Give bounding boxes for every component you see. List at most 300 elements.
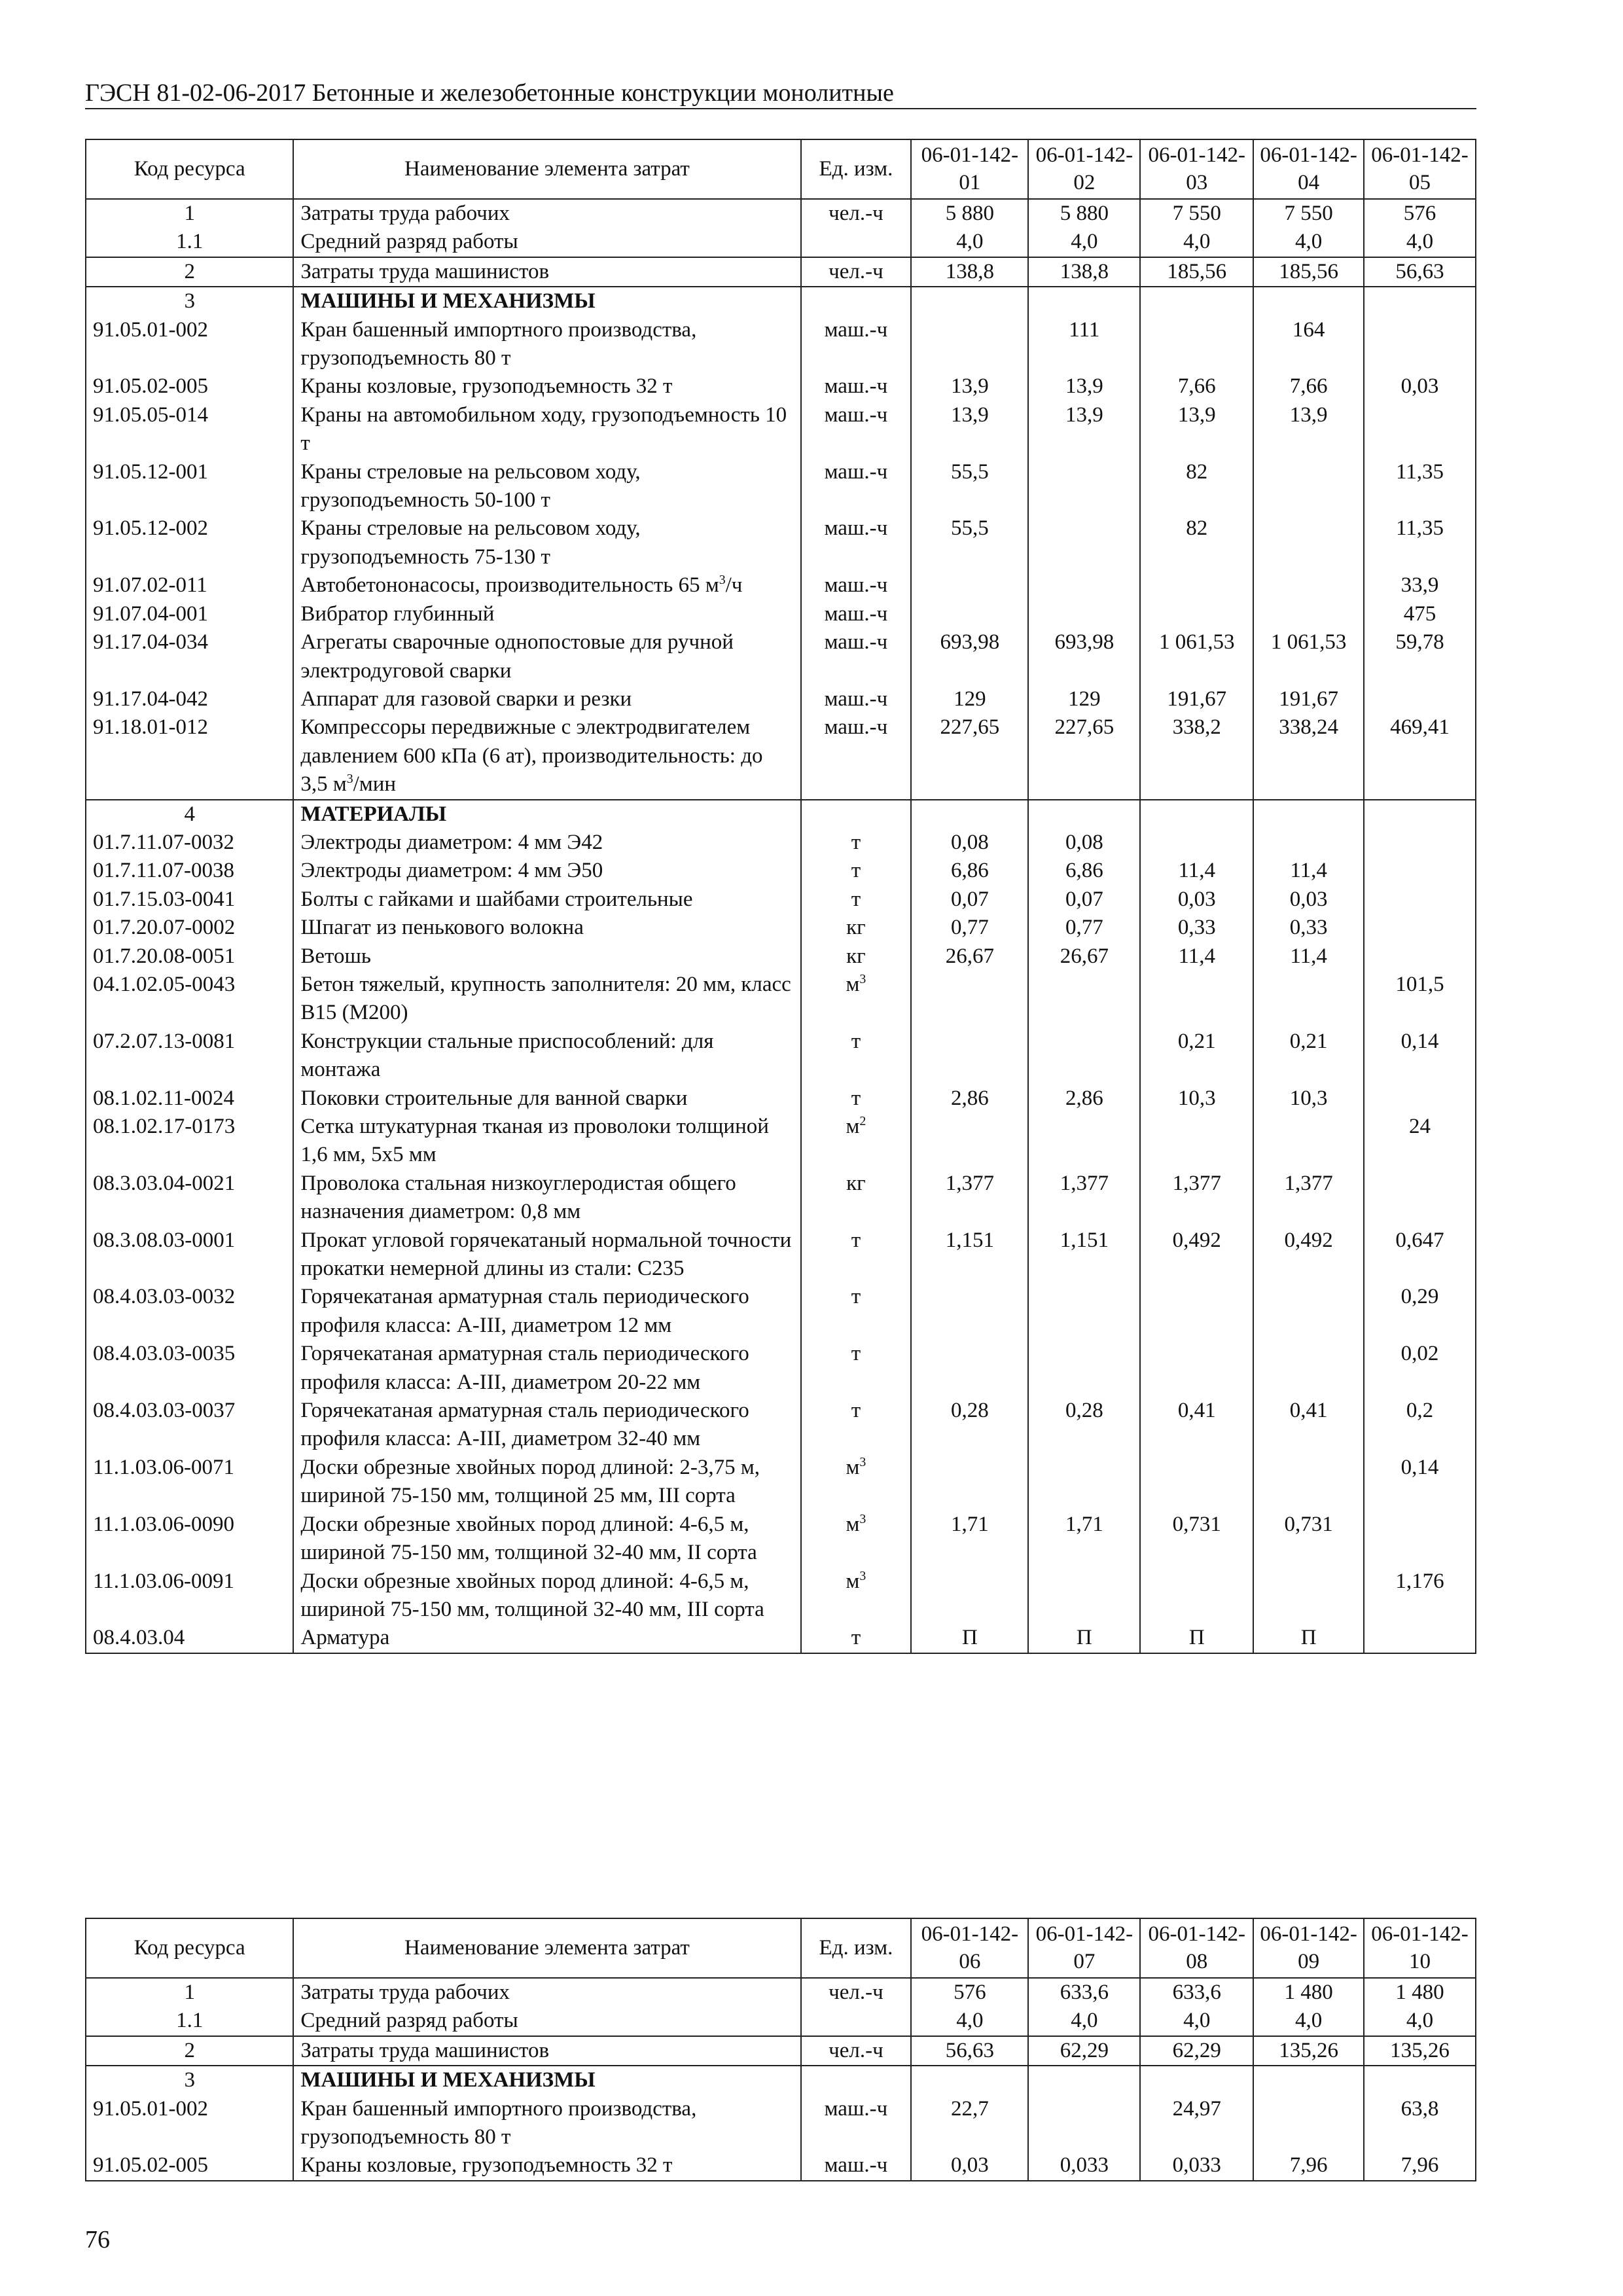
resource-value: 0,08 bbox=[1028, 829, 1140, 857]
resource-value bbox=[1253, 800, 1364, 829]
resource-value bbox=[1140, 571, 1253, 600]
resource-value bbox=[1253, 2066, 1364, 2094]
resource-value bbox=[1364, 942, 1476, 971]
resource-value bbox=[1253, 1568, 1364, 1624]
resource-value: 24 bbox=[1364, 1113, 1476, 1170]
resource-value: 576 bbox=[911, 1978, 1028, 2007]
resource-unit: $м^3$ bbox=[801, 1454, 912, 1511]
table-row bbox=[86, 458, 1476, 515]
running-header: ГЭСН 81-02-06-2017 Бетонные и железобетонные конструкции монолитные bbox=[85, 79, 894, 107]
resource-value: 0,2 bbox=[1364, 1397, 1476, 1454]
resource-unit: т bbox=[801, 886, 912, 914]
resource-value: П bbox=[1140, 1624, 1253, 1653]
table-row bbox=[86, 316, 1476, 373]
resource-value: 33,9 bbox=[1364, 571, 1476, 600]
resource-value bbox=[1140, 1454, 1253, 1511]
col-header-unit: Ед. изм. bbox=[801, 139, 912, 199]
table-row bbox=[86, 1283, 1476, 1340]
resource-value: 1 061,53 bbox=[1140, 628, 1253, 685]
table-row bbox=[86, 2151, 1476, 2180]
resource-unit bbox=[801, 800, 912, 829]
resource-value: 1,377 bbox=[1028, 1170, 1140, 1227]
resource-value: 4,0 bbox=[911, 228, 1028, 257]
resource-table-1 bbox=[85, 139, 1476, 1654]
table-row bbox=[86, 971, 1476, 1028]
resource-value: 475 bbox=[1364, 600, 1476, 628]
resource-value bbox=[1253, 600, 1364, 628]
resource-unit: кг bbox=[801, 914, 912, 942]
resource-value: 129 bbox=[911, 685, 1028, 713]
resource-value bbox=[1140, 1283, 1253, 1340]
table-row bbox=[86, 685, 1476, 713]
resource-value: 0,033 bbox=[1140, 2151, 1253, 2180]
resource-value bbox=[1140, 316, 1253, 373]
col-header-name: Наименование элемента затрат bbox=[293, 1918, 800, 1978]
resource-value bbox=[1364, 800, 1476, 829]
resource-value: 2,86 bbox=[911, 1085, 1028, 1113]
resource-name: Кран башенный импортного производства, грузоподъемность 80 т bbox=[293, 2095, 800, 2152]
resource-unit: маш.-ч bbox=[801, 571, 912, 600]
resource-code: 08.4.03.03-0032 bbox=[86, 1283, 293, 1340]
resource-code: 91.05.01-002 bbox=[86, 2095, 293, 2152]
resource-value bbox=[911, 287, 1028, 315]
resource-value: 1,151 bbox=[1028, 1227, 1140, 1283]
resource-value: 101,5 bbox=[1364, 971, 1476, 1028]
resource-unit: кг bbox=[801, 942, 912, 971]
table-row bbox=[86, 401, 1476, 458]
resource-code: 91.05.12-002 bbox=[86, 514, 293, 571]
table-row bbox=[86, 1028, 1476, 1085]
resource-value bbox=[1253, 1283, 1364, 1340]
resource-value: 4,0 bbox=[1140, 228, 1253, 257]
resource-unit: т bbox=[801, 1397, 912, 1454]
resource-unit: чел.-ч bbox=[801, 257, 912, 287]
resource-value bbox=[1028, 2066, 1140, 2094]
resource-value bbox=[1140, 2066, 1253, 2094]
table-row bbox=[86, 2095, 1476, 2152]
resource-code: 1 bbox=[86, 199, 293, 228]
table-row bbox=[86, 1113, 1476, 1170]
table-row bbox=[86, 914, 1476, 942]
col-header-norm-code: 06-01-142-01 bbox=[911, 139, 1028, 199]
resource-value: 11,4 bbox=[1253, 857, 1364, 885]
resource-unit: чел.-ч bbox=[801, 2036, 912, 2066]
resource-value: 7,96 bbox=[1364, 2151, 1476, 2180]
table-row bbox=[86, 713, 1476, 799]
resource-code: 1.1 bbox=[86, 228, 293, 257]
resource-value: 1,71 bbox=[911, 1511, 1028, 1568]
resource-unit: маш.-ч bbox=[801, 316, 912, 373]
col-header-norm-code: 06-01-142-05 bbox=[1364, 139, 1476, 199]
table-row bbox=[86, 2036, 1476, 2066]
superscript: 3 bbox=[859, 1568, 866, 1583]
resource-value: 2,86 bbox=[1028, 1085, 1140, 1113]
resource-value bbox=[1028, 1340, 1140, 1397]
resource-name: Средний разряд работы bbox=[293, 228, 800, 257]
resource-code: 08.1.02.11-0024 bbox=[86, 1085, 293, 1113]
resource-unit: маш.-ч bbox=[801, 372, 912, 401]
resource-value bbox=[1028, 458, 1140, 515]
resource-unit bbox=[801, 287, 912, 315]
resource-value: 62,29 bbox=[1140, 2036, 1253, 2066]
resource-value: 1,377 bbox=[1253, 1170, 1364, 1227]
resource-value: 1,377 bbox=[1140, 1170, 1253, 1227]
resource-value: 4,0 bbox=[911, 2007, 1028, 2036]
resource-value: 0,08 bbox=[911, 829, 1028, 857]
resource-value bbox=[1364, 829, 1476, 857]
resource-value: 55,5 bbox=[911, 458, 1028, 515]
resource-value bbox=[1253, 1454, 1364, 1511]
resource-value: 138,8 bbox=[1028, 257, 1140, 287]
resource-name: Краны козловые, грузоподъемность 32 т bbox=[293, 372, 800, 401]
resource-value bbox=[911, 600, 1028, 628]
resource-name: Горячекатаная арматурная сталь периодического профиля класса: А-III, диаметром 12 мм bbox=[293, 1283, 800, 1340]
resource-unit: маш.-ч bbox=[801, 628, 912, 685]
resource-code: 11.1.03.06-0090 bbox=[86, 1511, 293, 1568]
resource-name: Вибратор глубинный bbox=[293, 600, 800, 628]
resource-value bbox=[1028, 1283, 1140, 1340]
resource-value bbox=[1028, 2095, 1140, 2152]
resource-value: 13,9 bbox=[911, 372, 1028, 401]
resource-value: 56,63 bbox=[1364, 257, 1476, 287]
resource-name: Автобетононасосы, производительность 65 $м^3/ч$ bbox=[293, 571, 800, 600]
resource-value bbox=[1364, 287, 1476, 315]
resource-value: 0,492 bbox=[1140, 1227, 1253, 1283]
resource-name: МАШИНЫ И МЕХАНИЗМЫ bbox=[293, 287, 800, 315]
resource-name: Доски обрезные хвойных пород длиной: 2-3,75 м, шириной 75-150 мм, толщиной 25 мм, III сорта bbox=[293, 1454, 800, 1511]
table-row bbox=[86, 514, 1476, 571]
col-header-norm-code: 06-01-142-04 bbox=[1253, 139, 1364, 199]
resource-code: 91.05.05-014 bbox=[86, 401, 293, 458]
resource-code: 91.05.01-002 bbox=[86, 316, 293, 373]
resource-value bbox=[911, 1028, 1028, 1085]
resource-value bbox=[1028, 1028, 1140, 1085]
resource-code: 3 bbox=[86, 287, 293, 315]
superscript: 3 bbox=[346, 772, 353, 787]
table-row bbox=[86, 257, 1476, 287]
resource-name: Краны стреловые на рельсовом ходу, грузоподъемность 50-100 т bbox=[293, 458, 800, 515]
resource-value bbox=[911, 571, 1028, 600]
resource-value: 0,29 bbox=[1364, 1283, 1476, 1340]
resource-value bbox=[1364, 401, 1476, 458]
resource-value: 338,2 bbox=[1140, 713, 1253, 799]
resource-code: 01.7.15.03-0041 bbox=[86, 886, 293, 914]
resource-value: 0,03 bbox=[1364, 372, 1476, 401]
resource-value: 1,377 bbox=[911, 1170, 1028, 1227]
resource-value bbox=[1364, 2066, 1476, 2094]
resource-name: Затраты труда машинистов bbox=[293, 2036, 800, 2066]
resource-value bbox=[911, 971, 1028, 1028]
resource-value bbox=[1364, 914, 1476, 942]
resource-value bbox=[1028, 287, 1140, 315]
col-header-norm-code: 06-01-142-09 bbox=[1253, 1918, 1364, 1978]
resource-value bbox=[1140, 1568, 1253, 1624]
resource-value: 0,07 bbox=[1028, 886, 1140, 914]
resource-value: П bbox=[1253, 1624, 1364, 1653]
resource-value: 7,66 bbox=[1140, 372, 1253, 401]
resource-code: 91.17.04-042 bbox=[86, 685, 293, 713]
resource-value bbox=[911, 1568, 1028, 1624]
resource-value bbox=[1253, 2095, 1364, 2152]
resource-value: 0,731 bbox=[1140, 1511, 1253, 1568]
resource-name: Аппарат для газовой сварки и резки bbox=[293, 685, 800, 713]
resource-value: 164 bbox=[1253, 316, 1364, 373]
resource-unit: $м^3$ bbox=[801, 971, 912, 1028]
resource-name: Сетка штукатурная тканая из проволоки толщиной 1,6 мм, 5х5 мм bbox=[293, 1113, 800, 1170]
col-header-norm-code: 06-01-142-08 bbox=[1140, 1918, 1253, 1978]
resource-code: 91.05.02-005 bbox=[86, 2151, 293, 2180]
resource-value: 4,0 bbox=[1364, 2007, 1476, 2036]
table-row bbox=[86, 1454, 1476, 1511]
resource-value: 0,33 bbox=[1253, 914, 1364, 942]
resource-value: 63,8 bbox=[1364, 2095, 1476, 2152]
resource-name: Затраты труда машинистов bbox=[293, 257, 800, 287]
resource-value bbox=[1253, 458, 1364, 515]
resource-value: 633,6 bbox=[1140, 1978, 1253, 2007]
resource-value bbox=[911, 1340, 1028, 1397]
resource-value: 693,98 bbox=[1028, 628, 1140, 685]
table-row bbox=[86, 800, 1476, 829]
resource-value: 11,35 bbox=[1364, 514, 1476, 571]
resource-code: 07.2.07.13-0081 bbox=[86, 1028, 293, 1085]
resource-value bbox=[911, 316, 1028, 373]
resource-value bbox=[1364, 857, 1476, 885]
resource-value bbox=[1140, 1340, 1253, 1397]
resource-value: 0,02 bbox=[1364, 1340, 1476, 1397]
header-row bbox=[86, 139, 1476, 199]
resource-name: МАШИНЫ И МЕХАНИЗМЫ bbox=[293, 2066, 800, 2094]
resource-code: 3 bbox=[86, 2066, 293, 2094]
resource-code: 08.3.08.03-0001 bbox=[86, 1227, 293, 1283]
resource-code: 08.3.03.04-0021 bbox=[86, 1170, 293, 1227]
resource-unit: чел.-ч bbox=[801, 1978, 912, 2007]
resource-value: 13,9 bbox=[1140, 401, 1253, 458]
resource-value: 0,14 bbox=[1364, 1454, 1476, 1511]
resource-value: 338,24 bbox=[1253, 713, 1364, 799]
resource-code: 91.07.04-001 bbox=[86, 600, 293, 628]
resource-value bbox=[911, 1454, 1028, 1511]
table-row bbox=[86, 942, 1476, 971]
resource-code: 11.1.03.06-0091 bbox=[86, 1568, 293, 1624]
superscript: 3 bbox=[859, 1454, 866, 1469]
resource-value: 22,7 bbox=[911, 2095, 1028, 2152]
table-row bbox=[86, 571, 1476, 600]
table-row bbox=[86, 886, 1476, 914]
resource-value: 129 bbox=[1028, 685, 1140, 713]
resource-value: 5 880 bbox=[911, 199, 1028, 228]
resource-value bbox=[1140, 800, 1253, 829]
resource-value bbox=[1028, 1113, 1140, 1170]
resource-value: 4,0 bbox=[1364, 228, 1476, 257]
resource-value: 11,4 bbox=[1253, 942, 1364, 971]
resource-value: 0,033 bbox=[1028, 2151, 1140, 2180]
resource-unit: т bbox=[801, 1283, 912, 1340]
resource-value bbox=[1253, 514, 1364, 571]
resource-name: Краны на автомобильном ходу, грузоподъемность 10 т bbox=[293, 401, 800, 458]
resource-name: Болты с гайками и шайбами строительные bbox=[293, 886, 800, 914]
table-row bbox=[86, 228, 1476, 257]
resource-value: 24,97 bbox=[1140, 2095, 1253, 2152]
resource-value: 7,96 bbox=[1253, 2151, 1364, 2180]
resource-value: 59,78 bbox=[1364, 628, 1476, 685]
resource-unit: $м^3$ bbox=[801, 1568, 912, 1624]
resource-code: 2 bbox=[86, 2036, 293, 2066]
resource-unit: маш.-ч bbox=[801, 2095, 912, 2152]
table-row bbox=[86, 857, 1476, 885]
resource-code: 08.4.03.03-0035 bbox=[86, 1340, 293, 1397]
resource-code: 1 bbox=[86, 1978, 293, 2007]
table-row bbox=[86, 2066, 1476, 2094]
table-row bbox=[86, 1511, 1476, 1568]
resource-value bbox=[1253, 971, 1364, 1028]
resource-value: 0,41 bbox=[1253, 1397, 1364, 1454]
resource-unit bbox=[801, 2007, 912, 2036]
resource-value: 62,29 bbox=[1028, 2036, 1140, 2066]
resource-unit: т bbox=[801, 857, 912, 885]
table-row bbox=[86, 372, 1476, 401]
resource-name: Горячекатаная арматурная сталь периодического профиля класса: А-III, диаметром 32-40 мм bbox=[293, 1397, 800, 1454]
resource-unit: т bbox=[801, 1227, 912, 1283]
resource-value: 227,65 bbox=[911, 713, 1028, 799]
resource-unit: маш.-ч bbox=[801, 2151, 912, 2180]
resource-value: 191,67 bbox=[1140, 685, 1253, 713]
page-number: 76 bbox=[85, 2226, 110, 2253]
resource-value: П bbox=[1028, 1624, 1140, 1653]
resource-value: 26,67 bbox=[1028, 942, 1140, 971]
resource-value: 11,4 bbox=[1140, 942, 1253, 971]
col-header-norm-code: 06-01-142-06 bbox=[911, 1918, 1028, 1978]
resource-name: Доски обрезные хвойных пород длиной: 4-6,5 м, шириной 75-150 мм, толщиной 32-40 мм, II сорта bbox=[293, 1511, 800, 1568]
resource-name: Средний разряд работы bbox=[293, 2007, 800, 2036]
resource-code: 01.7.20.08-0051 bbox=[86, 942, 293, 971]
resource-name: Арматура bbox=[293, 1624, 800, 1653]
resource-value: 185,56 bbox=[1140, 257, 1253, 287]
resource-value: 111 bbox=[1028, 316, 1140, 373]
resource-value: 185,56 bbox=[1253, 257, 1364, 287]
resource-value: 135,26 bbox=[1364, 2036, 1476, 2066]
resource-value: 13,9 bbox=[911, 401, 1028, 458]
resource-code: 01.7.11.07-0032 bbox=[86, 829, 293, 857]
col-header-code: Код ресурса bbox=[86, 139, 293, 199]
resource-code: 2 bbox=[86, 257, 293, 287]
resource-value bbox=[1364, 1170, 1476, 1227]
table-row bbox=[86, 1397, 1476, 1454]
resource-value: 10,3 bbox=[1253, 1085, 1364, 1113]
resource-name: Поковки строительные для ванной сварки bbox=[293, 1085, 800, 1113]
col-header-norm-code: 06-01-142-07 bbox=[1028, 1918, 1140, 1978]
resource-value: 0,03 bbox=[1140, 886, 1253, 914]
resource-value: 6,86 bbox=[1028, 857, 1140, 885]
resource-code: 01.7.11.07-0038 bbox=[86, 857, 293, 885]
resource-code: 08.4.03.03-0037 bbox=[86, 1397, 293, 1454]
resource-value bbox=[1364, 316, 1476, 373]
resource-value: 5 880 bbox=[1028, 199, 1140, 228]
resource-unit: маш.-ч bbox=[801, 600, 912, 628]
resource-name: Краны стреловые на рельсовом ходу, грузоподъемность 75-130 т bbox=[293, 514, 800, 571]
resource-value bbox=[1028, 571, 1140, 600]
resource-value: 13,9 bbox=[1028, 372, 1140, 401]
table-row bbox=[86, 1978, 1476, 2007]
resource-unit: т bbox=[801, 829, 912, 857]
resource-name: Доски обрезные хвойных пород длиной: 4-6,5 м, шириной 75-150 мм, толщиной 32-40 мм, III сорта bbox=[293, 1568, 800, 1624]
superscript: 3 bbox=[859, 1511, 866, 1526]
resource-value: 82 bbox=[1140, 458, 1253, 515]
resource-code: 91.17.04-034 bbox=[86, 628, 293, 685]
table-row bbox=[86, 1568, 1476, 1624]
resource-value: 0,03 bbox=[911, 2151, 1028, 2180]
resource-value bbox=[1140, 287, 1253, 315]
resource-table-2 bbox=[85, 1918, 1476, 2181]
resource-unit: кг bbox=[801, 1170, 912, 1227]
resource-value bbox=[911, 800, 1028, 829]
col-header-unit: Ед. изм. bbox=[801, 1918, 912, 1978]
resource-value: 469,41 bbox=[1364, 713, 1476, 799]
resource-value: 0,33 bbox=[1140, 914, 1253, 942]
resource-value: 0,731 bbox=[1253, 1511, 1364, 1568]
resource-value: 0,77 bbox=[911, 914, 1028, 942]
resource-value: 1,176 bbox=[1364, 1568, 1476, 1624]
col-header-code: Код ресурса bbox=[86, 1918, 293, 1978]
resource-code: 91.07.02-011 bbox=[86, 571, 293, 600]
resource-value: 13,9 bbox=[1028, 401, 1140, 458]
resource-value: 4,0 bbox=[1253, 2007, 1364, 2036]
resource-value: 82 bbox=[1140, 514, 1253, 571]
resource-code: 91.05.12-001 bbox=[86, 458, 293, 515]
resource-name: Агрегаты сварочные однопостовые для ручной электродуговой сварки bbox=[293, 628, 800, 685]
resource-value: 0,07 bbox=[911, 886, 1028, 914]
resource-value: 227,65 bbox=[1028, 713, 1140, 799]
table-row bbox=[86, 829, 1476, 857]
resource-value: 10,3 bbox=[1140, 1085, 1253, 1113]
col-header-norm-code: 06-01-142-10 bbox=[1364, 1918, 1476, 1978]
resource-code: 11.1.03.06-0071 bbox=[86, 1454, 293, 1511]
resource-unit: чел.-ч bbox=[801, 199, 912, 228]
resource-unit: т bbox=[801, 1340, 912, 1397]
resource-value bbox=[1253, 829, 1364, 857]
resource-value: 633,6 bbox=[1028, 1978, 1140, 2007]
resource-name: Бетон тяжелый, крупность заполнителя: 20 мм, класс В15 (М200) bbox=[293, 971, 800, 1028]
resource-value: 55,5 bbox=[911, 514, 1028, 571]
resource-code: 1.1 bbox=[86, 2007, 293, 2036]
resource-name: Проволока стальная низкоуглеродистая общего назначения диаметром: 0,8 мм bbox=[293, 1170, 800, 1227]
resource-value: 1,71 bbox=[1028, 1511, 1140, 1568]
table-row bbox=[86, 628, 1476, 685]
resource-name: Краны козловые, грузоподъемность 32 т bbox=[293, 2151, 800, 2180]
resource-value bbox=[1253, 1113, 1364, 1170]
resource-value bbox=[1028, 514, 1140, 571]
resource-value: 7 550 bbox=[1253, 199, 1364, 228]
resource-value bbox=[1028, 1568, 1140, 1624]
superscript: 2 bbox=[859, 1114, 866, 1128]
resource-unit: маш.-ч bbox=[801, 401, 912, 458]
superscript: 3 bbox=[719, 573, 726, 588]
resource-unit: т bbox=[801, 1624, 912, 1653]
resource-value bbox=[1364, 1085, 1476, 1113]
table-row bbox=[86, 199, 1476, 228]
table-row bbox=[86, 1227, 1476, 1283]
table-row bbox=[86, 1085, 1476, 1113]
resource-value bbox=[1364, 1511, 1476, 1568]
resource-value: 0,21 bbox=[1140, 1028, 1253, 1085]
resource-unit: т bbox=[801, 1028, 912, 1085]
resource-unit: маш.-ч bbox=[801, 685, 912, 713]
resource-name: Ветошь bbox=[293, 942, 800, 971]
resource-value: 13,9 bbox=[1253, 401, 1364, 458]
resource-unit bbox=[801, 2066, 912, 2094]
resource-value: 1,151 bbox=[911, 1227, 1028, 1283]
resource-unit bbox=[801, 228, 912, 257]
resource-value bbox=[1364, 685, 1476, 713]
